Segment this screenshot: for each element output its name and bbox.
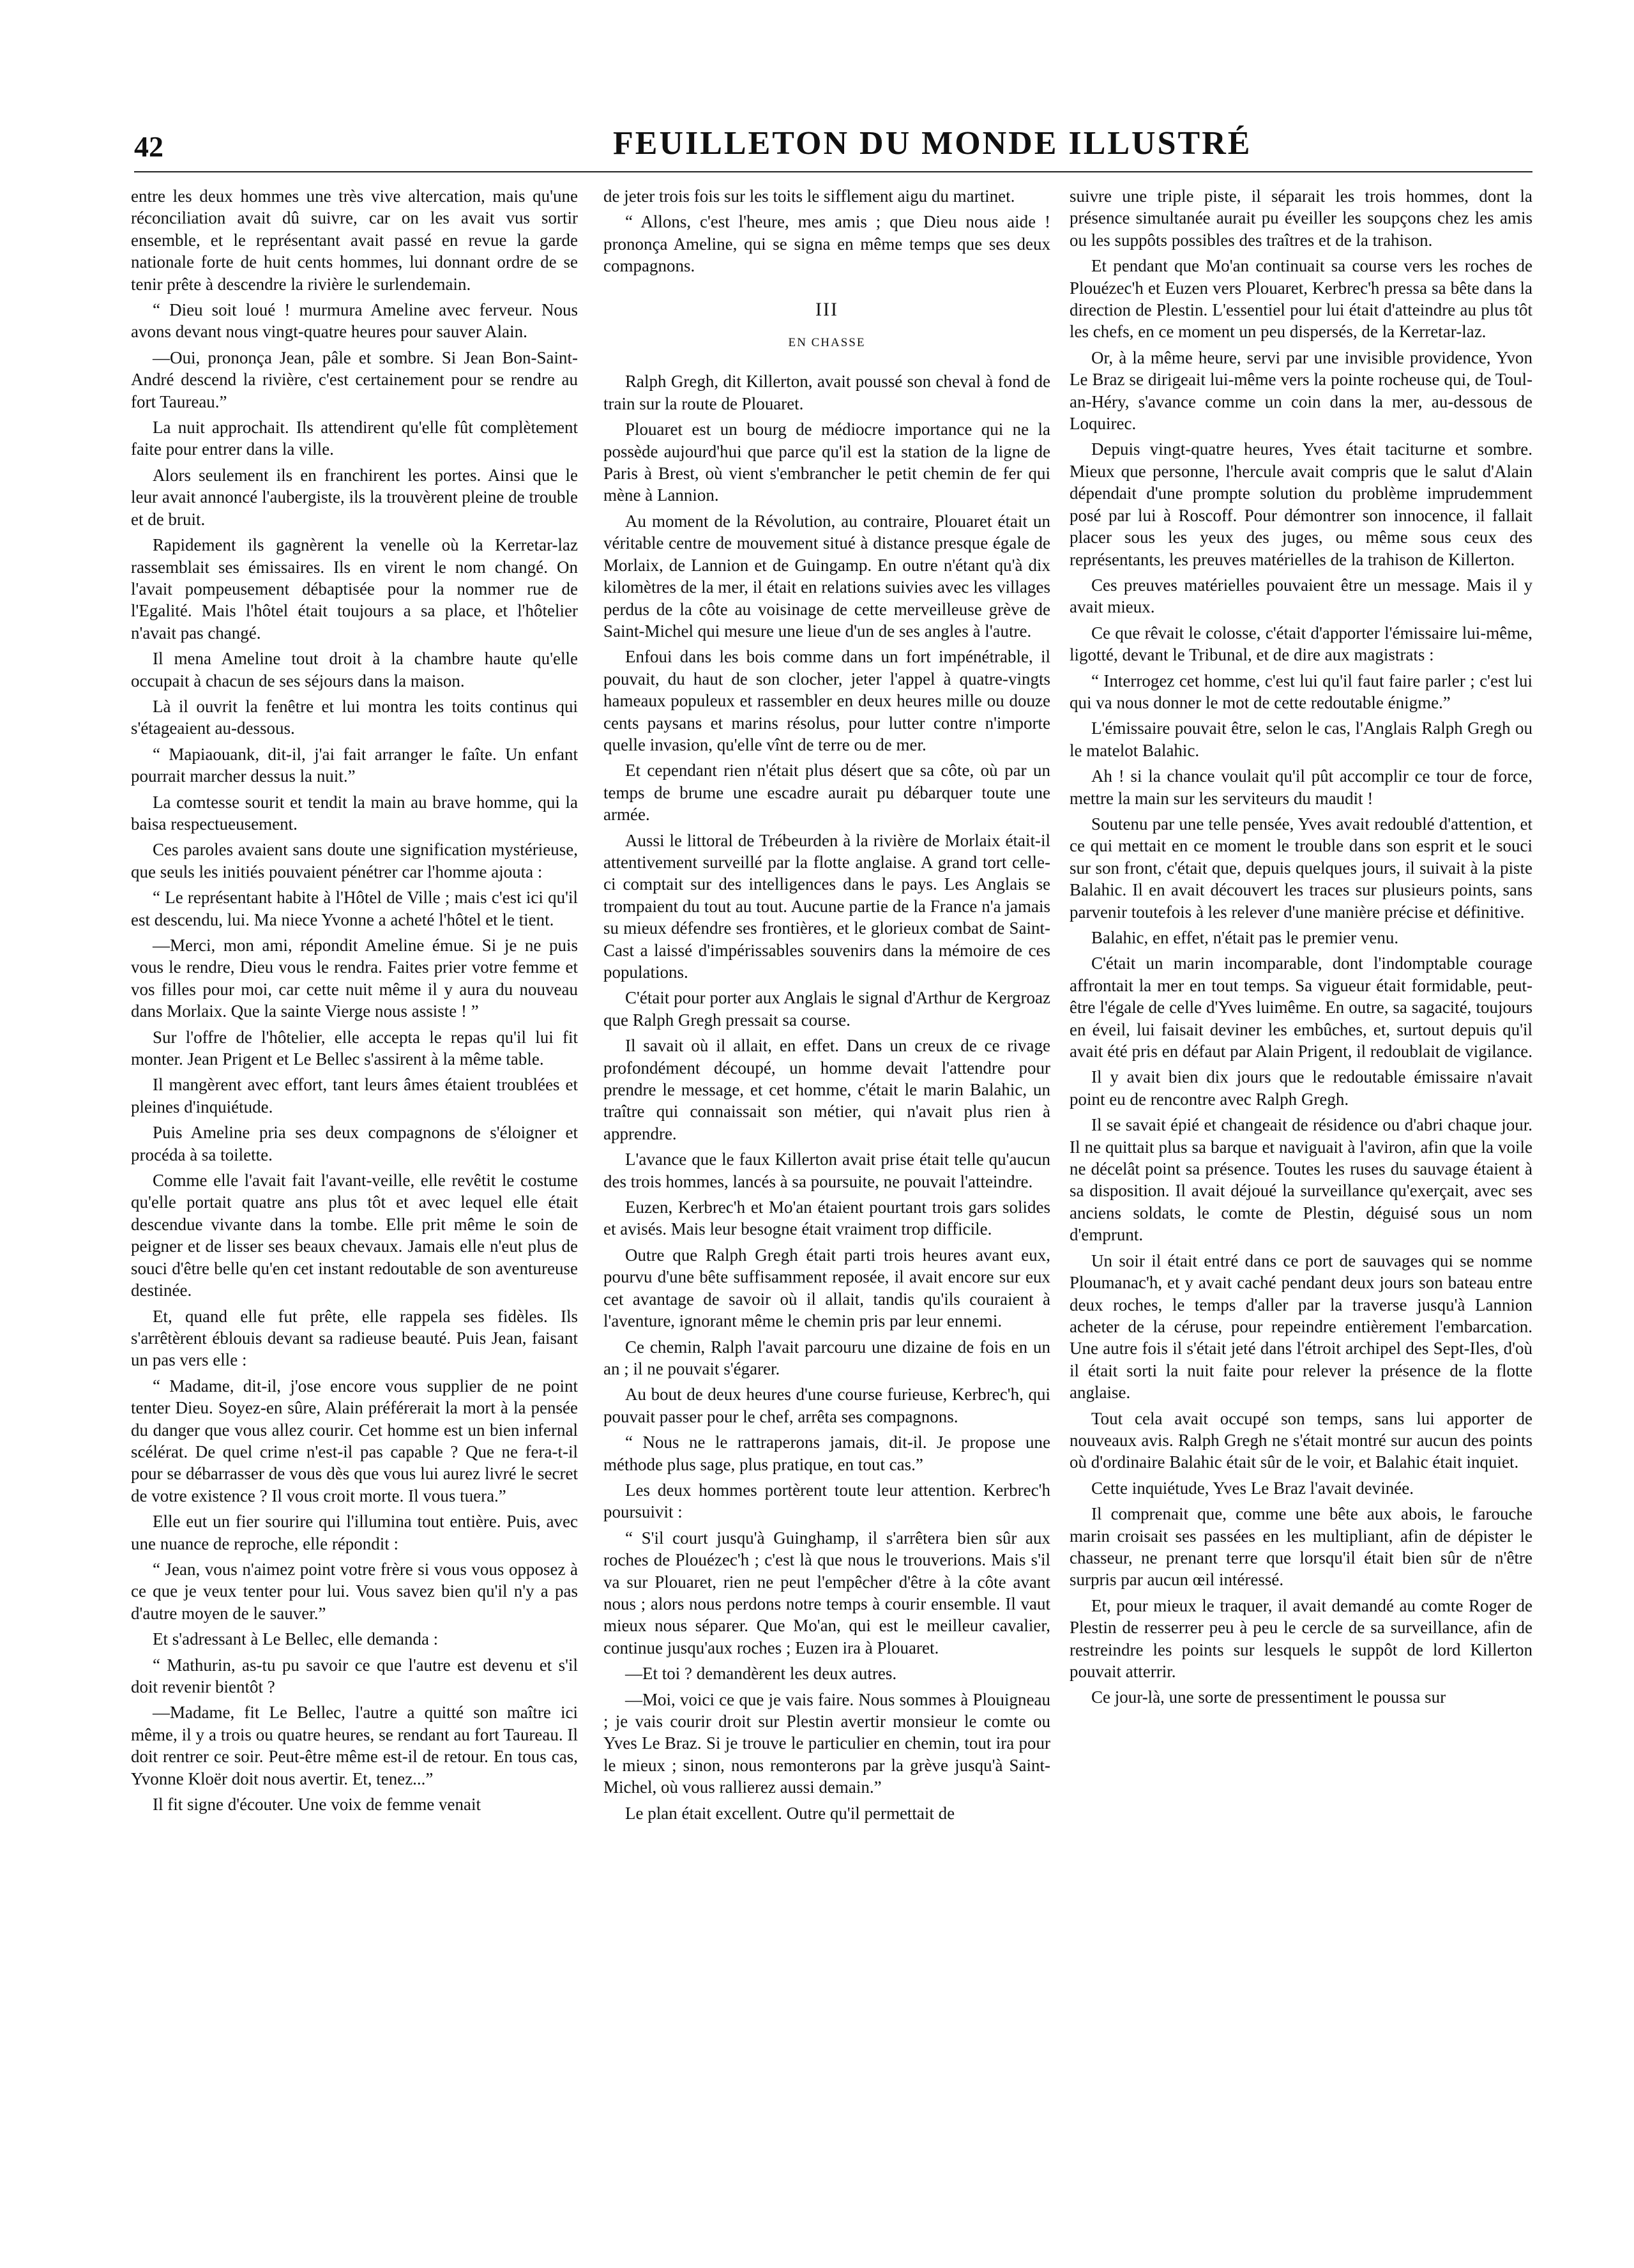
paragraph: “ S'il court jusqu'à Guinghamp, il s'arrêtera bien sûr aux roches de Plouézec'h ; c'est là que nous le trouverions. Mais s'il va sur Plouaret, rien ne peut l'empêcher d'être à la côte avant nous ; alors nous perdons notre temps à courir ensemble. Il vaut mieux nous séparer. Que Mo'an, qui est le meilleur cavalier, continue jusqu'aux roches ; Euzen ira à Plouaret. — [603, 1528, 1050, 1657]
paragraph: “ Mathurin, as-tu pu savoir ce que l'autre est devenu et s'il doit revenir bientôt ? — [131, 1655, 578, 1696]
paragraph: Or, à la même heure, servi par une invisible providence, Yvon Le Braz se dirigeait lui-même vers la pointe rocheuse qui, de Toul-an-Héry, s'avance comme un coin dans la mer, au-dessous de Loquirec. — [1070, 347, 1532, 434]
paragraph: Il se savait épié et changeait de résidence ou d'abri chaque jour. Il ne quittait plus sa barque et naviguait à l'aviron, afin que la voile ne décelât point sa présence. Toutes les ruses du sauvage étaient à sa disposition. Il avait déjoué la surveillance qu'exerçait, avec ses anciens soldats, le comte de Plestin, déguisé sous un nom d'emprunt. — [1070, 1115, 1532, 1245]
paragraph: Un soir il était entré dans ce port de sauvages qui se nomme Ploumanac'h, et y avait caché pendant deux jours son bateau entre deux roches, le temps d'aller par la traverse jusqu'à Lannion acheter de la céruse, pour repeindre entièrement l'embarcation. Une autre fois il s'était jeté dans l'étroit archipel des Sept-Iles, d'où il était sorti la nuit faite pour relever la présence de la flotte anglaise. — [1070, 1251, 1532, 1403]
paragraph: L'émissaire pouvait être, selon le cas, l'Anglais Ralph Gregh ou le matelot Balahic. — [1070, 719, 1532, 760]
paragraph: Aussi le littoral de Trébeurden à la rivière de Morlaix était-il attentivement surveillé par la flotte anglaise. A grand tort celle-ci comptait sur des intelligences dans le pays. Les Anglais se trompaient du tout au tout. Aucune partie de la France n'a jamais su mieux défendre ses frontières, et le glorieux combat de Saint-Cast a laissé d'impérissables souvenirs dans la mémoire de ces populations. — [603, 830, 1050, 982]
paragraph: Et s'adressant à Le Bellec, elle demanda : — [153, 1629, 439, 1649]
paragraph: Ralph Gregh, dit Killerton, avait poussé son cheval à fond de train sur la route de Plouaret. — [603, 372, 1050, 413]
paragraph: —Oui, prononça Jean, pâle et sombre. Si Jean Bon-Saint-André descend la rivière, c'est certainement pour se rendre au fort Taureau.” — [131, 347, 578, 411]
paragraph: Balahic, en effet, n'était pas le premier venu. — [1091, 928, 1399, 947]
paragraph: Ce chemin, Ralph l'avait parcouru une dizaine de fois en un an ; il ne pouvait s'égarer. — [603, 1337, 1050, 1378]
paragraph: “ Allons, c'est l'heure, mes amis ; que Dieu nous aide ! prononça Ameline, qui se signa en même temps que ses deux compagnons. — [603, 212, 1050, 276]
paragraph: Les deux hommes portèrent toute leur attention. Kerbrec'h poursuivit : — [603, 1480, 1050, 1522]
paragraph: “ Le représentant habite à l'Hôtel de Ville ; mais c'est ici qu'il est descendu, lui. Ma niece Yvonne a acheté l'hôtel et le tient. — [131, 888, 578, 929]
paragraph: Il comprenait que, comme une bête aux abois, le farouche marin croisait ses passées en les multipliant, afin de dépister le chasseur, ne prenant terre que lorsqu'il était bien sûr de n'être surpris par aucun œil intéressé. — [1070, 1504, 1532, 1590]
journal-title: FEUILLETON DU MONDE ILLUSTRÉ — [613, 125, 1252, 162]
paragraph: “ Interrogez cet homme, c'est lui qu'il faut faire parler ; c'est lui qui va nous donner le mot de cette redoutable énigme.” — [1070, 671, 1532, 712]
paragraph: Et cependant rien n'était plus désert que sa côte, où par un temps de brume une escadre aurait pu débarquer toute une armée. — [603, 761, 1050, 825]
text-column-3 — [1070, 185, 1532, 1712]
section-title: EN CHASSE — [788, 336, 866, 350]
paragraph: Puis Ameline pria ses deux compagnons de s'éloigner et procéda à sa toilette. — [131, 1123, 578, 1164]
text-column-1 — [131, 185, 578, 1819]
paragraph: Il mena Ameline tout droit à la chambre haute qu'elle occupait à chacun de ses séjours dans la maison. — [131, 649, 578, 690]
paragraph: —Et toi ? demandèrent les deux autres. — [625, 1664, 897, 1684]
page-header — [134, 125, 1532, 169]
paragraph: Comme elle l'avait fait l'avant-veille, elle revêtit le costume qu'elle portait quatre ans plus tôt et avec lequel elle était descendue vivante dans la tombe. Elle prit même le soin de peigner et de lisser ses beaux chevaux. Jamais elle n'eut plus de souci d'être belle qu'en cet instant redoutable de son aventureuse destinée. — [131, 1171, 578, 1300]
paragraph: —Moi, voici ce que je vais faire. Nous sommes à Plouigneau ; je vais courir droit sur Plestin avertir monsieur le comte ou Yves Le Braz. Si je trouve le particulier en chemin, tout ira pour le mieux ; sinon, nous remonterons par la grève jusqu'à Saint-Michel, où vous rallierez aussi demain.” — [603, 1689, 1050, 1797]
paragraph: Elle eut un fier sourire qui l'illumina tout entière. Puis, avec une nuance de reproche, elle répondit : — [131, 1512, 578, 1553]
paragraph: “ Dieu soit loué ! murmura Ameline avec ferveur. Nous avons devant nous vingt-quatre heures pour sauver Alain. — [131, 300, 578, 342]
paragraph: Il fit signe d'écouter. Une voix de femme venait — [153, 1795, 481, 1815]
paragraph: “ Nous ne le rattraperons jamais, dit-il. Je propose une méthode plus sage, plus pratique, en tout cas.” — [603, 1433, 1050, 1474]
paragraph: L'avance que le faux Killerton avait prise était telle qu'aucun des trois hommes, lancés à sa poursuite, ne pouvait l'atteindre. — [603, 1150, 1050, 1191]
paragraph: entre les deux hommes une très vive altercation, mais qu'une réconciliation avait dû suivre, car on les avait vus sortir ensemble, et le représentant avait passé en revue la garde nationale forte de huit cents hommes, lui donnant ordre de se tenir prête à descendre la rivière le surlendemain. — [131, 186, 578, 294]
paragraph: Il mangèrent avec effort, tant leurs âmes étaient troublées et pleines d'inquiétude. — [131, 1075, 578, 1116]
section-number: III — [815, 298, 838, 320]
paragraph: Plouaret est un bourg de médiocre importance qui ne la possède aujourd'hui que parce qu'il est la station de la ligne de Paris à Brest, où vient s'embrancher le petit chemin de fer qui mène à Lannion. — [603, 420, 1050, 505]
paragraph: Et, quand elle fut prête, elle rappela ses fidèles. Ils s'arrêtèrent éblouis devant sa radieuse beauté. Puis Jean, faisant un pas vers elle : — [131, 1306, 578, 1370]
paragraph: Et pendant que Mo'an continuait sa course vers les roches de Plouézec'h et Euzen vers Plouaret, Kerbrec'h pressa sa bête dans la direction de Plestin. L'essentiel pour lui était d'atteindre au plus tôt les chefs, en ce moment un peu dispersés, de la Kerretar-laz. — [1070, 256, 1532, 342]
page-number: 42 — [134, 130, 163, 163]
paragraph: Alors seulement ils en franchirent les portes. Ainsi que le leur avait annoncé l'aubergiste, ils la trouvèrent pleine de trouble et de bruit. — [131, 465, 578, 529]
paragraph: “ Mapiaouank, dit-il, j'ai fait arranger le faîte. Un enfant pourrait marcher dessus la nuit.” — [131, 744, 578, 786]
text-column-2 — [603, 185, 1050, 1828]
paragraph: La comtesse sourit et tendit la main au brave homme, qui la baisa respectueusement. — [131, 792, 578, 833]
paragraph: Il y avait bien dix jours que le redoutable émissaire n'avait point eu de rencontre avec Ralph Gregh. — [1070, 1067, 1532, 1109]
paragraph: Cette inquiétude, Yves Le Braz l'avait devinée. — [1091, 1478, 1414, 1498]
paragraph: “ Jean, vous n'aimez point votre frère si vous vous opposez à ce que je veux tenter pour lui. Vous savez bien qu'il n'y a pas d'autre moyen de le sauver.” — [131, 1559, 578, 1623]
paragraph: Ces preuves matérielles pouvaient être un message. Mais il y avait mieux. — [1070, 575, 1532, 617]
paragraph: Soutenu par une telle pensée, Yves avait redoublé d'attention, et ce qui mettait en ce moment le trouble dans son esprit et le souci sur son front, c'était que, depuis quelques jours, il suivait à la piste Balahic. Il en avait découvert les traces sur plusieurs points, sans parvenir toutefois à les relever d'une manière précise et définitive. — [1070, 814, 1532, 922]
paragraph: Enfoui dans les bois comme dans un fort impénétrable, il pouvait, du haut de son clocher, jeter l'appel à quatre-vingts hameaux populeux et rassembler en deux heures mille ou douze cents paysans et marins résolus, pour lutter contre n'importe quelle invasion, qu'elle vînt de terre ou de mer. — [603, 647, 1050, 754]
paragraph: Outre que Ralph Gregh était parti trois heures avant eux, pourvu d'une bête suffisamment reposée, il avait encore sur eux cet avantage de savoir où il allait, tandis qu'ils couraient à l'aventure, ignorant même le chemin pris par leur ennemi. — [603, 1245, 1050, 1331]
paragraph: Ce jour-là, une sorte de pressentiment le poussa sur — [1091, 1687, 1446, 1707]
paragraph: Euzen, Kerbrec'h et Mo'an étaient pourtant trois gars solides et avisés. Mais leur besogne était vraiment trop difficile. — [603, 1198, 1050, 1239]
paragraph: Sur l'offre de l'hôtelier, elle accepta le repas qu'il lui fit monter. Jean Prigent et Le Bellec s'assirent à la même table. — [131, 1027, 578, 1069]
paragraph: Ah ! si la chance voulait qu'il pût accomplir ce tour de force, mettre la main sur les serviteurs du maudit ! — [1070, 766, 1532, 808]
paragraph: La nuit approchait. Ils attendirent qu'elle fût complètement faite pour entrer dans la ville. — [131, 418, 578, 459]
paragraph: —Madame, fit Le Bellec, l'autre a quitté son maître ici même, il y a trois ou quatre heures, se rendant au fort Taureau. Il doit rentrer ce soir. Peut-être même est-il de retour. En tous cas, Yvonne Kloër doit nous avertir. Et, tenez...” — [131, 1703, 578, 1788]
paragraph: Ce que rêvait le colosse, c'était d'apporter l'émissaire lui-même, ligotté, devant le Tribunal, et de dire aux magistrats : — [1070, 623, 1532, 665]
paragraph: “ Madame, dit-il, j'ose encore vous supplier de ne point tenter Dieu. Soyez-en sûre, Alain préférerait la mort à la pensée du danger que vous allez courir. Cet homme est un bien infernal scélérat. De quel crime n'est-il pas capable ? Que ne fera-t-il pour se débarrasser de vous dès que vous lui aurez livré le secret de votre existence ? Il vous croit morte. Il vous tuera.” — [131, 1376, 578, 1505]
paragraph: Ces paroles avaient sans doute une signification mystérieuse, que seuls les initiés pouvaient pénétrer car l'homme ajouta : — [131, 840, 578, 881]
paragraph: Le plan était excellent. Outre qu'il permettait de — [625, 1803, 955, 1823]
paragraph: Au moment de la Révolution, au contraire, Plouaret était un véritable centre de mouvement situé à distance presque égale de Morlaix, de Lannion et de Guingamp. En outre n'étant qu'à dix kilomètres de la mer, il était en relations suivies avec les villages perdus de la côte au voisinage de cette merveilleuse grève de Saint-Michel qui mesure une lieue d'un de ses angles à l'autre. — [603, 511, 1050, 641]
paragraph: Et, pour mieux le traquer, il avait demandé au comte Roger de Plestin de resserrer peu à peu le cercle de sa surveillance, afin de restreindre les points sur lesquels le suppôt de lord Killerton pouvait atterrir. — [1070, 1595, 1532, 1681]
paragraph: Rapidement ils gagnèrent la venelle où la Kerretar-laz rassemblait ses émissaires. Ils en virent le nom changé. On l'avait pompeusement débaptisée pour la nommer rue de l'Egalité. Mais l'hôtel était toujours a sa place, et l'hôtelier n'avait pas changé. — [131, 535, 578, 643]
paragraph: C'était pour porter aux Anglais le signal d'Arthur de Kergroaz que Ralph Gregh pressait sa course. — [603, 988, 1050, 1030]
header-rule — [134, 171, 1532, 172]
paragraph: —Merci, mon ami, répondit Ameline émue. Si je ne puis vous le rendre, Dieu vous le rendra. Faites prier votre femme et vos filles pour moi, car cette nuit même il y aura du nouveau dans Morlaix. Que la sainte Vierge nous assiste ! ” — [131, 936, 578, 1021]
paragraph: Au bout de deux heures d'une course furieuse, Kerbrec'h, qui pouvait passer pour le chef, arrêta ses compagnons. — [603, 1385, 1050, 1426]
paragraph: Depuis vingt-quatre heures, Yves était taciturne et sombre. Mieux que personne, l'hercule avait compris que le salut d'Alain dépendait d'une prompte solution du problème imprudemment posé par lui à Roscoff. Pour démontrer son innocence, il fallait placer sous les yeux des juges, ou même sous ceux des représentants, les preuves matérielles de la trahison de Killerton. — [1070, 439, 1532, 569]
paragraph: Il savait où il allait, en effet. Dans un creux de ce rivage profondément découpé, un homme devait l'attendre pour prendre le message, et cet homme, c'était le marin Balahic, un traître qui connaissait son métier, qui n'avait plus rien à apprendre. — [603, 1036, 1050, 1143]
paragraph: suivre une triple piste, il séparait les trois hommes, dont la présence simultanée aurait pu éveiller les soupçons chez les amis ou les suppôts possibles des traîtres et de la trahison. — [1070, 186, 1532, 250]
paragraph: Tout cela avait occupé son temps, sans lui apporter de nouveaux avis. Ralph Gregh ne s'était montré sur aucun des points où d'ordinaire Balahic était sûr de le voir, et Balahic était inquiet. — [1070, 1408, 1532, 1472]
paragraph: C'était un marin incomparable, dont l'indomptable courage affrontait la mer en tout temps. Sa vigueur était formidable, peut-être l'égale de celle d'Yves luimême. En outre, sa sagacité, toujours en éveil, lui faisait deviner les embûches, et, surtout depuis qu'il avait été pris en défaut par Alain Prigent, il redoublait de vigilance. — [1070, 954, 1533, 1062]
paragraph: Là il ouvrit la fenêtre et lui montra les toits continus qui s'étageaient au-dessous. — [131, 696, 578, 738]
paragraph: de jeter trois fois sur les toits le sifflement aigu du martinet. — [603, 186, 1015, 206]
